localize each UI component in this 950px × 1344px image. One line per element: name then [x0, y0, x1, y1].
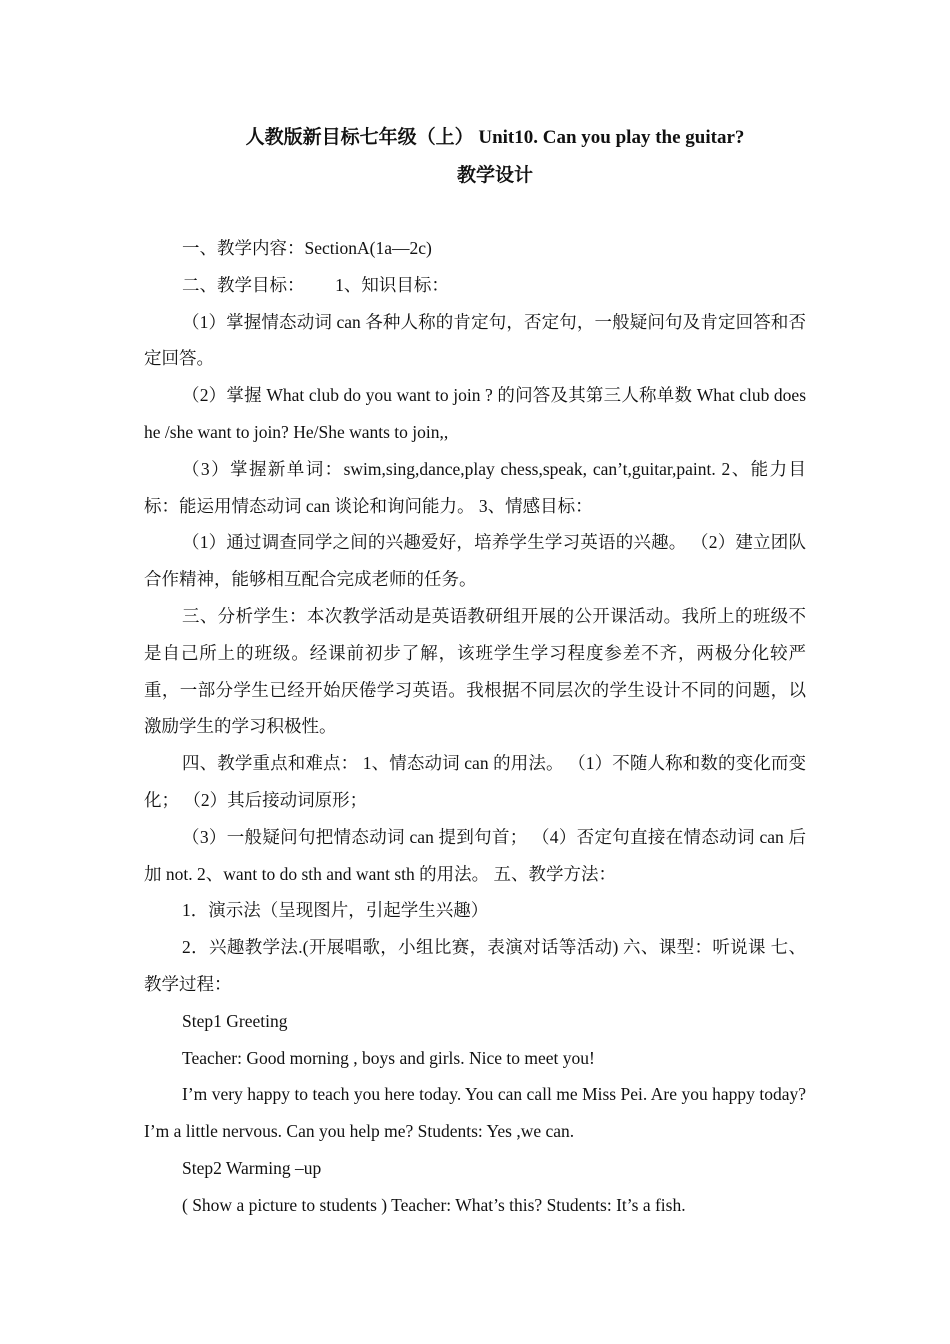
paragraph-step1-dialogue: I’m very happy to teach you here today. You can call me Miss Pei. Are you happy today? I’m a little nervous. Can you help me? Students: Yes ,we can. [144, 1084, 806, 1142]
paragraph-step1-teacher: Teacher: Good morning , boys and girls. Nice to meet you! [182, 1047, 595, 1068]
document-body [144, 230, 806, 1224]
paragraph-step2-dialogue: ( Show a picture to students ) Teacher: What’s this? Students: It’s a fish. [182, 1194, 686, 1215]
paragraph-step1-heading: Step1 Greeting [182, 1010, 288, 1031]
document-subtitle: 教学设计 [456, 165, 533, 186]
paragraph-goal-1: （1）掌握情态动词 can 各种人称的肯定句，否定句，一般疑问句及肯定回答和否定回答。 [144, 311, 806, 369]
paragraph-method-2: 2．兴趣教学法.(开展唱歌，小组比赛，表演对话等活动) 六、课型：听说课 七、教学过程： [144, 937, 806, 994]
paragraph-step2-heading: Step2 Warming –up [182, 1157, 322, 1178]
paragraph-key-points-cont: （3）一般疑问句把情态动词 can 提到句首； （4）否定句直接在情态动词 can 后加 not. 2、want to do sth and want sth 的用法。 五、教学方法： [144, 826, 806, 884]
paragraph-goal-3: （3）掌握新单词：swim,sing,dance,play chess,speak, can’t,guitar,paint. 2、能力目标：能运用情态动词 can 谈论和询问能力。 3、情感目标： [144, 458, 806, 516]
paragraph-emotion-goals: （1）通过调查同学之间的兴趣爱好，培养学生学习英语的兴趣。 （2）建立团队合作精神，能够相互配合完成老师的任务。 [144, 532, 806, 590]
paragraph-method-1: 1．演示法（呈现图片，引起学生兴趣） [182, 900, 489, 921]
paragraph-key-points: 四、教学重点和难点： 1、情态动词 can 的用法。 （1）不随人称和数的变化而变化； （2）其后接动词原形； [144, 753, 806, 810]
document-title: 人教版新目标七年级（上） Unit10. Can you play the guitar? [245, 127, 745, 148]
paragraph-teaching-goals: 二、教学目标： 1、知识目标： [182, 274, 449, 295]
paragraph-teaching-content: 一、教学内容：SectionA(1a—2c) [182, 238, 432, 258]
paragraph-goal-2: （2）掌握 What club do you want to join ? 的问答及其第三人称单数 What club does he /she want to join? He/She wants to join,, [144, 385, 806, 442]
paragraph-student-analysis: 三、分析学生：本次教学活动是英语教研组开展的公开课活动。我所上的班级不是自己所上的班级。经课前初步了解，该班学生学习程度参差不齐，两极分化较严重，一部分学生已经开始厌倦学习英语。我根据不同层次的学生设计不同的问题，以激励学生的学习积极性。 [144, 605, 806, 737]
